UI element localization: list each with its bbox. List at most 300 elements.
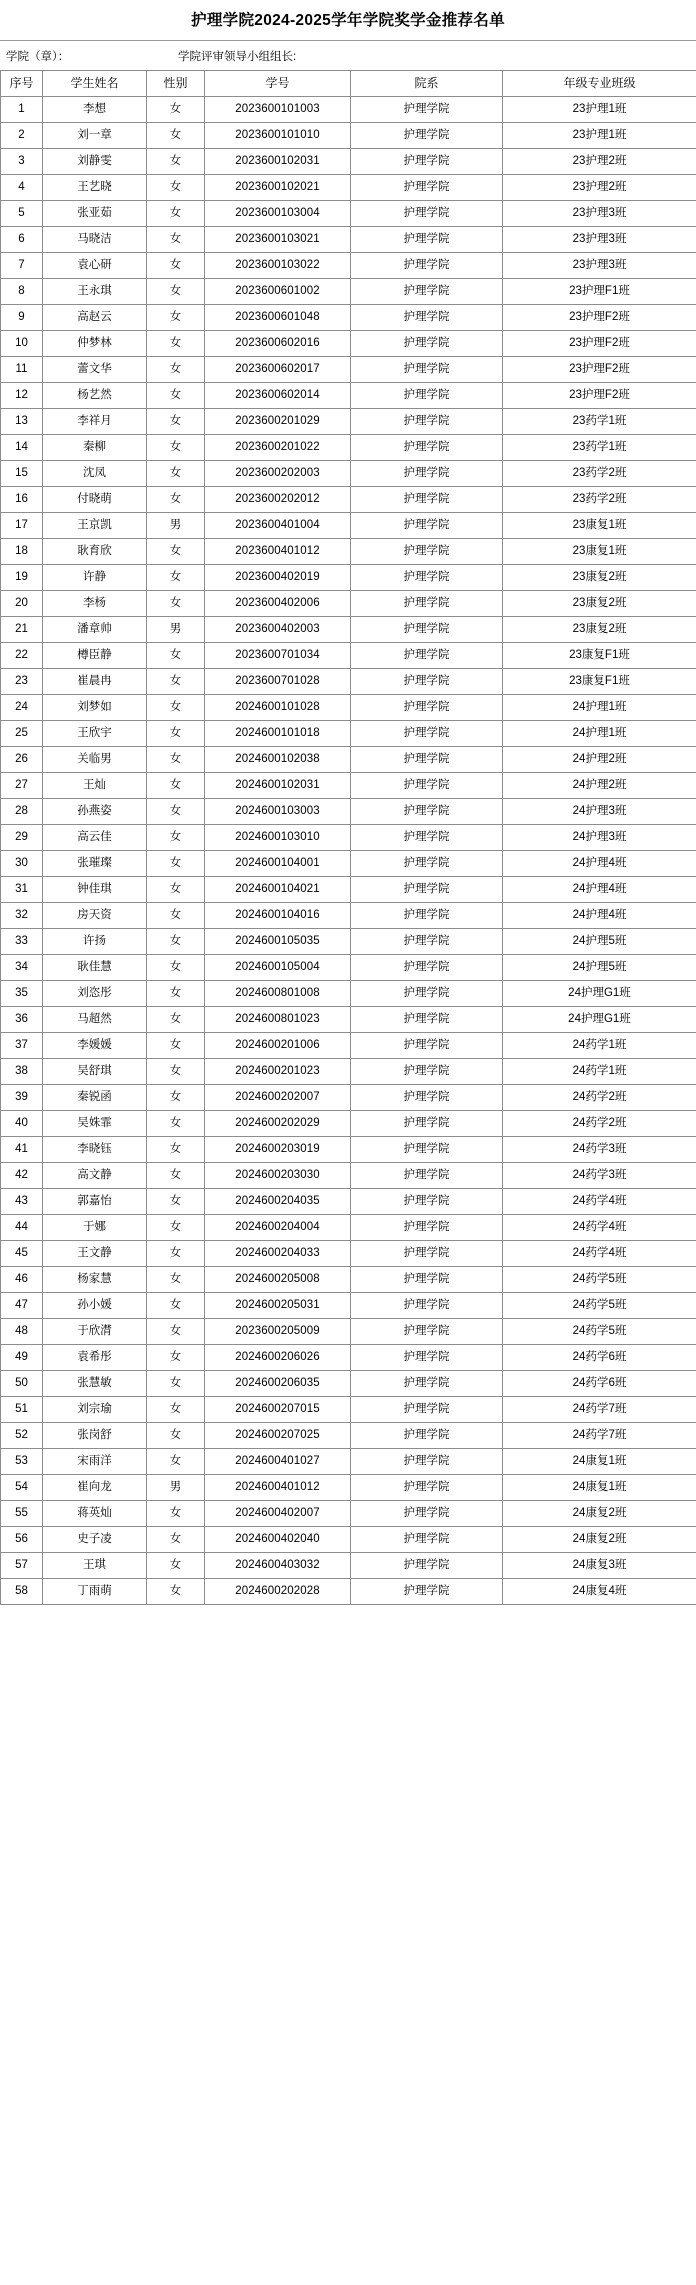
cell-name: 史子凌	[43, 1527, 147, 1553]
cell-index: 46	[1, 1267, 43, 1293]
cell-index: 30	[1, 851, 43, 877]
cell-name: 刘静雯	[43, 149, 147, 175]
cell-class: 23康复1班	[503, 539, 696, 565]
cell-department: 护理学院	[351, 903, 503, 929]
table-row	[1, 1397, 696, 1423]
cell-name: 仲梦林	[43, 331, 147, 357]
cell-gender: 女	[147, 149, 205, 175]
table-row	[1, 1007, 696, 1033]
cell-student-id: 2024600203019	[205, 1137, 351, 1163]
cell-index: 23	[1, 669, 43, 695]
cell-index: 44	[1, 1215, 43, 1241]
cell-class: 23康复2班	[503, 565, 696, 591]
cell-index: 9	[1, 305, 43, 331]
cell-index: 51	[1, 1397, 43, 1423]
cell-class: 23护理F2班	[503, 331, 696, 357]
cell-name: 马超然	[43, 1007, 147, 1033]
cell-class: 24药学2班	[503, 1085, 696, 1111]
cell-department: 护理学院	[351, 1111, 503, 1137]
table-row	[1, 357, 696, 383]
cell-index: 2	[1, 123, 43, 149]
cell-student-id: 2024600206026	[205, 1345, 351, 1371]
cell-student-id: 2023600103022	[205, 253, 351, 279]
cell-name: 耿育欣	[43, 539, 147, 565]
cell-gender: 女	[147, 201, 205, 227]
cell-department: 护理学院	[351, 1267, 503, 1293]
cell-gender: 女	[147, 461, 205, 487]
cell-department: 护理学院	[351, 1007, 503, 1033]
cell-class: 24药学4班	[503, 1215, 696, 1241]
cell-department: 护理学院	[351, 617, 503, 643]
cell-department: 护理学院	[351, 1449, 503, 1475]
cell-name: 崔晨冉	[43, 669, 147, 695]
table-row	[1, 877, 696, 903]
cell-gender: 女	[147, 955, 205, 981]
cell-name: 于娜	[43, 1215, 147, 1241]
cell-index: 49	[1, 1345, 43, 1371]
table-row	[1, 513, 696, 539]
table-row	[1, 97, 696, 123]
cell-index: 16	[1, 487, 43, 513]
cell-index: 14	[1, 435, 43, 461]
cell-class: 24康复1班	[503, 1449, 696, 1475]
cell-name: 刘一章	[43, 123, 147, 149]
cell-class: 24康复1班	[503, 1475, 696, 1501]
cell-gender: 女	[147, 877, 205, 903]
cell-class: 24药学7班	[503, 1397, 696, 1423]
table-row	[1, 695, 696, 721]
table-row	[1, 1475, 696, 1501]
cell-class: 24康复3班	[503, 1553, 696, 1579]
cell-name: 李杨	[43, 591, 147, 617]
cell-name: 袁希彤	[43, 1345, 147, 1371]
cell-class: 24药学4班	[503, 1241, 696, 1267]
cell-class: 23药学2班	[503, 487, 696, 513]
cell-gender: 女	[147, 1085, 205, 1111]
cell-department: 护理学院	[351, 955, 503, 981]
cell-department: 护理学院	[351, 487, 503, 513]
cell-gender: 女	[147, 1111, 205, 1137]
cell-class: 24药学1班	[503, 1033, 696, 1059]
cell-class: 23护理F2班	[503, 305, 696, 331]
table-row	[1, 1527, 696, 1553]
cell-class: 23护理2班	[503, 149, 696, 175]
cell-index: 52	[1, 1423, 43, 1449]
column-header-index: 序号	[1, 71, 43, 97]
cell-name: 秦锐函	[43, 1085, 147, 1111]
cell-class: 23护理F1班	[503, 279, 696, 305]
cell-index: 40	[1, 1111, 43, 1137]
table-row	[1, 539, 696, 565]
cell-gender: 女	[147, 253, 205, 279]
cell-class: 23康复2班	[503, 591, 696, 617]
cell-gender: 女	[147, 539, 205, 565]
cell-gender: 男	[147, 1475, 205, 1501]
review-group-leader-label: 学院评审领导小组组长:	[178, 51, 297, 64]
cell-name: 张岗舒	[43, 1423, 147, 1449]
cell-class: 24药学7班	[503, 1423, 696, 1449]
cell-student-id: 2023600602014	[205, 383, 351, 409]
cell-name: 马晓洁	[43, 227, 147, 253]
cell-student-id: 2023600102031	[205, 149, 351, 175]
cell-student-id: 2023600601048	[205, 305, 351, 331]
cell-name: 于欣潸	[43, 1319, 147, 1345]
table-row	[1, 1189, 696, 1215]
cell-class: 24药学5班	[503, 1267, 696, 1293]
cell-department: 护理学院	[351, 149, 503, 175]
table-row	[1, 1293, 696, 1319]
cell-department: 护理学院	[351, 97, 503, 123]
cell-gender: 女	[147, 487, 205, 513]
cell-class: 24药学4班	[503, 1189, 696, 1215]
cell-index: 15	[1, 461, 43, 487]
table-row	[1, 1345, 696, 1371]
cell-name: 张璀璨	[43, 851, 147, 877]
cell-student-id: 2024600104021	[205, 877, 351, 903]
cell-department: 护理学院	[351, 1241, 503, 1267]
table-row	[1, 1137, 696, 1163]
cell-student-id: 2024600104001	[205, 851, 351, 877]
cell-index: 57	[1, 1553, 43, 1579]
cell-department: 护理学院	[351, 253, 503, 279]
cell-gender: 女	[147, 695, 205, 721]
table-row	[1, 1215, 696, 1241]
cell-class: 23护理F2班	[503, 357, 696, 383]
table-row	[1, 565, 696, 591]
cell-student-id: 2024600102038	[205, 747, 351, 773]
cell-student-id: 2023600402006	[205, 591, 351, 617]
cell-department: 护理学院	[351, 1189, 503, 1215]
cell-department: 护理学院	[351, 123, 503, 149]
cell-department: 护理学院	[351, 1059, 503, 1085]
cell-department: 护理学院	[351, 1553, 503, 1579]
cell-class: 24康复4班	[503, 1579, 696, 1605]
cell-name: 潘章帅	[43, 617, 147, 643]
table-row	[1, 1553, 696, 1579]
cell-index: 20	[1, 591, 43, 617]
cell-student-id: 2024600101018	[205, 721, 351, 747]
cell-class: 24药学5班	[503, 1293, 696, 1319]
cell-gender: 女	[147, 1137, 205, 1163]
cell-department: 护理学院	[351, 409, 503, 435]
table-row	[1, 799, 696, 825]
cell-index: 37	[1, 1033, 43, 1059]
cell-class: 23护理3班	[503, 201, 696, 227]
cell-class: 24护理5班	[503, 929, 696, 955]
cell-department: 护理学院	[351, 877, 503, 903]
cell-department: 护理学院	[351, 279, 503, 305]
cell-name: 许扬	[43, 929, 147, 955]
cell-index: 35	[1, 981, 43, 1007]
cell-student-id: 2024600204035	[205, 1189, 351, 1215]
cell-gender: 女	[147, 1189, 205, 1215]
cell-class: 24药学3班	[503, 1163, 696, 1189]
cell-name: 王京凯	[43, 513, 147, 539]
scholarship-roster-table	[0, 70, 696, 1605]
table-row	[1, 1033, 696, 1059]
cell-gender: 女	[147, 669, 205, 695]
cell-class: 23药学2班	[503, 461, 696, 487]
cell-class: 24药学3班	[503, 1137, 696, 1163]
cell-name: 李想	[43, 97, 147, 123]
cell-gender: 女	[147, 799, 205, 825]
cell-gender: 女	[147, 981, 205, 1007]
cell-index: 39	[1, 1085, 43, 1111]
cell-gender: 女	[147, 1345, 205, 1371]
table-row	[1, 591, 696, 617]
cell-gender: 女	[147, 851, 205, 877]
cell-class: 23康复1班	[503, 513, 696, 539]
cell-index: 12	[1, 383, 43, 409]
cell-student-id: 2023600101003	[205, 97, 351, 123]
cell-department: 护理学院	[351, 201, 503, 227]
cell-department: 护理学院	[351, 435, 503, 461]
cell-name: 秦柳	[43, 435, 147, 461]
cell-gender: 女	[147, 331, 205, 357]
cell-student-id: 2024600105035	[205, 929, 351, 955]
cell-student-id: 2023600202012	[205, 487, 351, 513]
cell-department: 护理学院	[351, 305, 503, 331]
cell-gender: 女	[147, 721, 205, 747]
table-row	[1, 1449, 696, 1475]
cell-department: 护理学院	[351, 513, 503, 539]
cell-index: 28	[1, 799, 43, 825]
cell-index: 18	[1, 539, 43, 565]
cell-index: 27	[1, 773, 43, 799]
cell-student-id: 2023600201022	[205, 435, 351, 461]
cell-gender: 女	[147, 1241, 205, 1267]
cell-department: 护理学院	[351, 929, 503, 955]
cell-class: 24护理1班	[503, 721, 696, 747]
cell-index: 7	[1, 253, 43, 279]
cell-class: 23康复2班	[503, 617, 696, 643]
column-header-department: 院系	[351, 71, 503, 97]
cell-student-id: 2024600201023	[205, 1059, 351, 1085]
cell-index: 36	[1, 1007, 43, 1033]
table-row	[1, 643, 696, 669]
cell-department: 护理学院	[351, 1033, 503, 1059]
cell-class: 23护理F2班	[503, 383, 696, 409]
cell-index: 26	[1, 747, 43, 773]
cell-student-id: 2024600207025	[205, 1423, 351, 1449]
cell-name: 许静	[43, 565, 147, 591]
cell-student-id: 2023600602016	[205, 331, 351, 357]
cell-department: 护理学院	[351, 1345, 503, 1371]
cell-gender: 女	[147, 1293, 205, 1319]
cell-name: 李晓钰	[43, 1137, 147, 1163]
table-row	[1, 721, 696, 747]
cell-class: 23药学1班	[503, 435, 696, 461]
cell-student-id: 2023600701034	[205, 643, 351, 669]
cell-department: 护理学院	[351, 331, 503, 357]
cell-name: 王永琪	[43, 279, 147, 305]
cell-student-id: 2023600103004	[205, 201, 351, 227]
cell-department: 护理学院	[351, 1423, 503, 1449]
cell-department: 护理学院	[351, 1319, 503, 1345]
cell-name: 沈凤	[43, 461, 147, 487]
cell-name: 关临男	[43, 747, 147, 773]
cell-department: 护理学院	[351, 981, 503, 1007]
cell-gender: 男	[147, 617, 205, 643]
table-row	[1, 955, 696, 981]
cell-class: 23康复F1班	[503, 669, 696, 695]
cell-gender: 女	[147, 591, 205, 617]
cell-student-id: 2024600105004	[205, 955, 351, 981]
table-row	[1, 669, 696, 695]
cell-index: 47	[1, 1293, 43, 1319]
cell-index: 17	[1, 513, 43, 539]
column-header-gender: 性别	[147, 71, 205, 97]
cell-index: 4	[1, 175, 43, 201]
cell-student-id: 2024600206035	[205, 1371, 351, 1397]
cell-student-id: 2023600401012	[205, 539, 351, 565]
cell-department: 护理学院	[351, 851, 503, 877]
cell-class: 23护理1班	[503, 123, 696, 149]
cell-student-id: 2024600205008	[205, 1267, 351, 1293]
table-row	[1, 747, 696, 773]
table-row	[1, 1579, 696, 1605]
cell-name: 孙燕姿	[43, 799, 147, 825]
cell-name: 宋雨洋	[43, 1449, 147, 1475]
cell-student-id: 2024600402007	[205, 1501, 351, 1527]
cell-name: 张慧敏	[43, 1371, 147, 1397]
table-row	[1, 201, 696, 227]
cell-student-id: 2024600801008	[205, 981, 351, 1007]
cell-gender: 女	[147, 1501, 205, 1527]
cell-index: 48	[1, 1319, 43, 1345]
cell-gender: 女	[147, 1007, 205, 1033]
cell-name: 刘恣彤	[43, 981, 147, 1007]
cell-name: 刘梦如	[43, 695, 147, 721]
cell-student-id: 2024600401027	[205, 1449, 351, 1475]
cell-gender: 女	[147, 825, 205, 851]
cell-gender: 女	[147, 1319, 205, 1345]
table-row	[1, 1423, 696, 1449]
cell-student-id: 2024600103010	[205, 825, 351, 851]
cell-index: 54	[1, 1475, 43, 1501]
cell-department: 护理学院	[351, 1475, 503, 1501]
cell-gender: 女	[147, 1579, 205, 1605]
cell-department: 护理学院	[351, 1163, 503, 1189]
cell-index: 24	[1, 695, 43, 721]
table-row	[1, 1501, 696, 1527]
cell-name: 吴舒琪	[43, 1059, 147, 1085]
cell-name: 吴姝霏	[43, 1111, 147, 1137]
cell-name: 樽臣静	[43, 643, 147, 669]
cell-index: 5	[1, 201, 43, 227]
table-row	[1, 487, 696, 513]
cell-student-id: 2024600204033	[205, 1241, 351, 1267]
cell-student-id: 2023600701028	[205, 669, 351, 695]
cell-student-id: 2024600202028	[205, 1579, 351, 1605]
cell-index: 55	[1, 1501, 43, 1527]
table-row	[1, 851, 696, 877]
table-row	[1, 409, 696, 435]
table-row	[1, 1085, 696, 1111]
column-header-name: 学生姓名	[43, 71, 147, 97]
table-row	[1, 253, 696, 279]
cell-name: 李媛媛	[43, 1033, 147, 1059]
cell-student-id: 2024600207015	[205, 1397, 351, 1423]
cell-index: 19	[1, 565, 43, 591]
cell-class: 24药学6班	[503, 1345, 696, 1371]
cell-department: 护理学院	[351, 825, 503, 851]
cell-name: 王文静	[43, 1241, 147, 1267]
cell-index: 3	[1, 149, 43, 175]
cell-gender: 女	[147, 1059, 205, 1085]
cell-name: 王艺晓	[43, 175, 147, 201]
cell-gender: 女	[147, 747, 205, 773]
cell-index: 22	[1, 643, 43, 669]
cell-gender: 女	[147, 1371, 205, 1397]
cell-class: 24护理4班	[503, 903, 696, 929]
cell-gender: 女	[147, 279, 205, 305]
cell-class: 24康复2班	[503, 1527, 696, 1553]
table-header-row	[1, 71, 696, 97]
cell-student-id: 2024600104016	[205, 903, 351, 929]
cell-class: 23康复F1班	[503, 643, 696, 669]
cell-gender: 女	[147, 383, 205, 409]
cell-name: 杨家慧	[43, 1267, 147, 1293]
table-row	[1, 1319, 696, 1345]
cell-class: 23药学1班	[503, 409, 696, 435]
table-row	[1, 175, 696, 201]
cell-class: 23护理3班	[503, 227, 696, 253]
cell-department: 护理学院	[351, 1527, 503, 1553]
cell-class: 24护理2班	[503, 747, 696, 773]
cell-gender: 男	[147, 513, 205, 539]
table-row	[1, 123, 696, 149]
cell-student-id: 2023600601002	[205, 279, 351, 305]
cell-department: 护理学院	[351, 1579, 503, 1605]
cell-student-id: 2024600202007	[205, 1085, 351, 1111]
cell-name: 丁雨萌	[43, 1579, 147, 1605]
cell-index: 25	[1, 721, 43, 747]
cell-name: 袁心研	[43, 253, 147, 279]
cell-index: 31	[1, 877, 43, 903]
cell-index: 53	[1, 1449, 43, 1475]
cell-gender: 女	[147, 1449, 205, 1475]
cell-gender: 女	[147, 1267, 205, 1293]
cell-name: 王灿	[43, 773, 147, 799]
cell-student-id: 2023600101010	[205, 123, 351, 149]
cell-index: 41	[1, 1137, 43, 1163]
cell-class: 24护理2班	[503, 773, 696, 799]
cell-name: 付晓萌	[43, 487, 147, 513]
table-row	[1, 227, 696, 253]
cell-gender: 女	[147, 929, 205, 955]
cell-index: 13	[1, 409, 43, 435]
cell-name: 崔向龙	[43, 1475, 147, 1501]
cell-class: 24护理3班	[503, 825, 696, 851]
cell-department: 护理学院	[351, 643, 503, 669]
cell-student-id: 2024600204004	[205, 1215, 351, 1241]
column-header-class: 年级专业班级	[503, 71, 696, 97]
cell-name: 蒋英灿	[43, 1501, 147, 1527]
table-row	[1, 1163, 696, 1189]
cell-index: 1	[1, 97, 43, 123]
table-row	[1, 1241, 696, 1267]
cell-gender: 女	[147, 357, 205, 383]
cell-name: 蕾文华	[43, 357, 147, 383]
cell-department: 护理学院	[351, 1371, 503, 1397]
cell-name: 杨艺然	[43, 383, 147, 409]
cell-student-id: 2024600403032	[205, 1553, 351, 1579]
cell-name: 耿佳慧	[43, 955, 147, 981]
cell-index: 50	[1, 1371, 43, 1397]
cell-index: 42	[1, 1163, 43, 1189]
cell-gender: 女	[147, 175, 205, 201]
